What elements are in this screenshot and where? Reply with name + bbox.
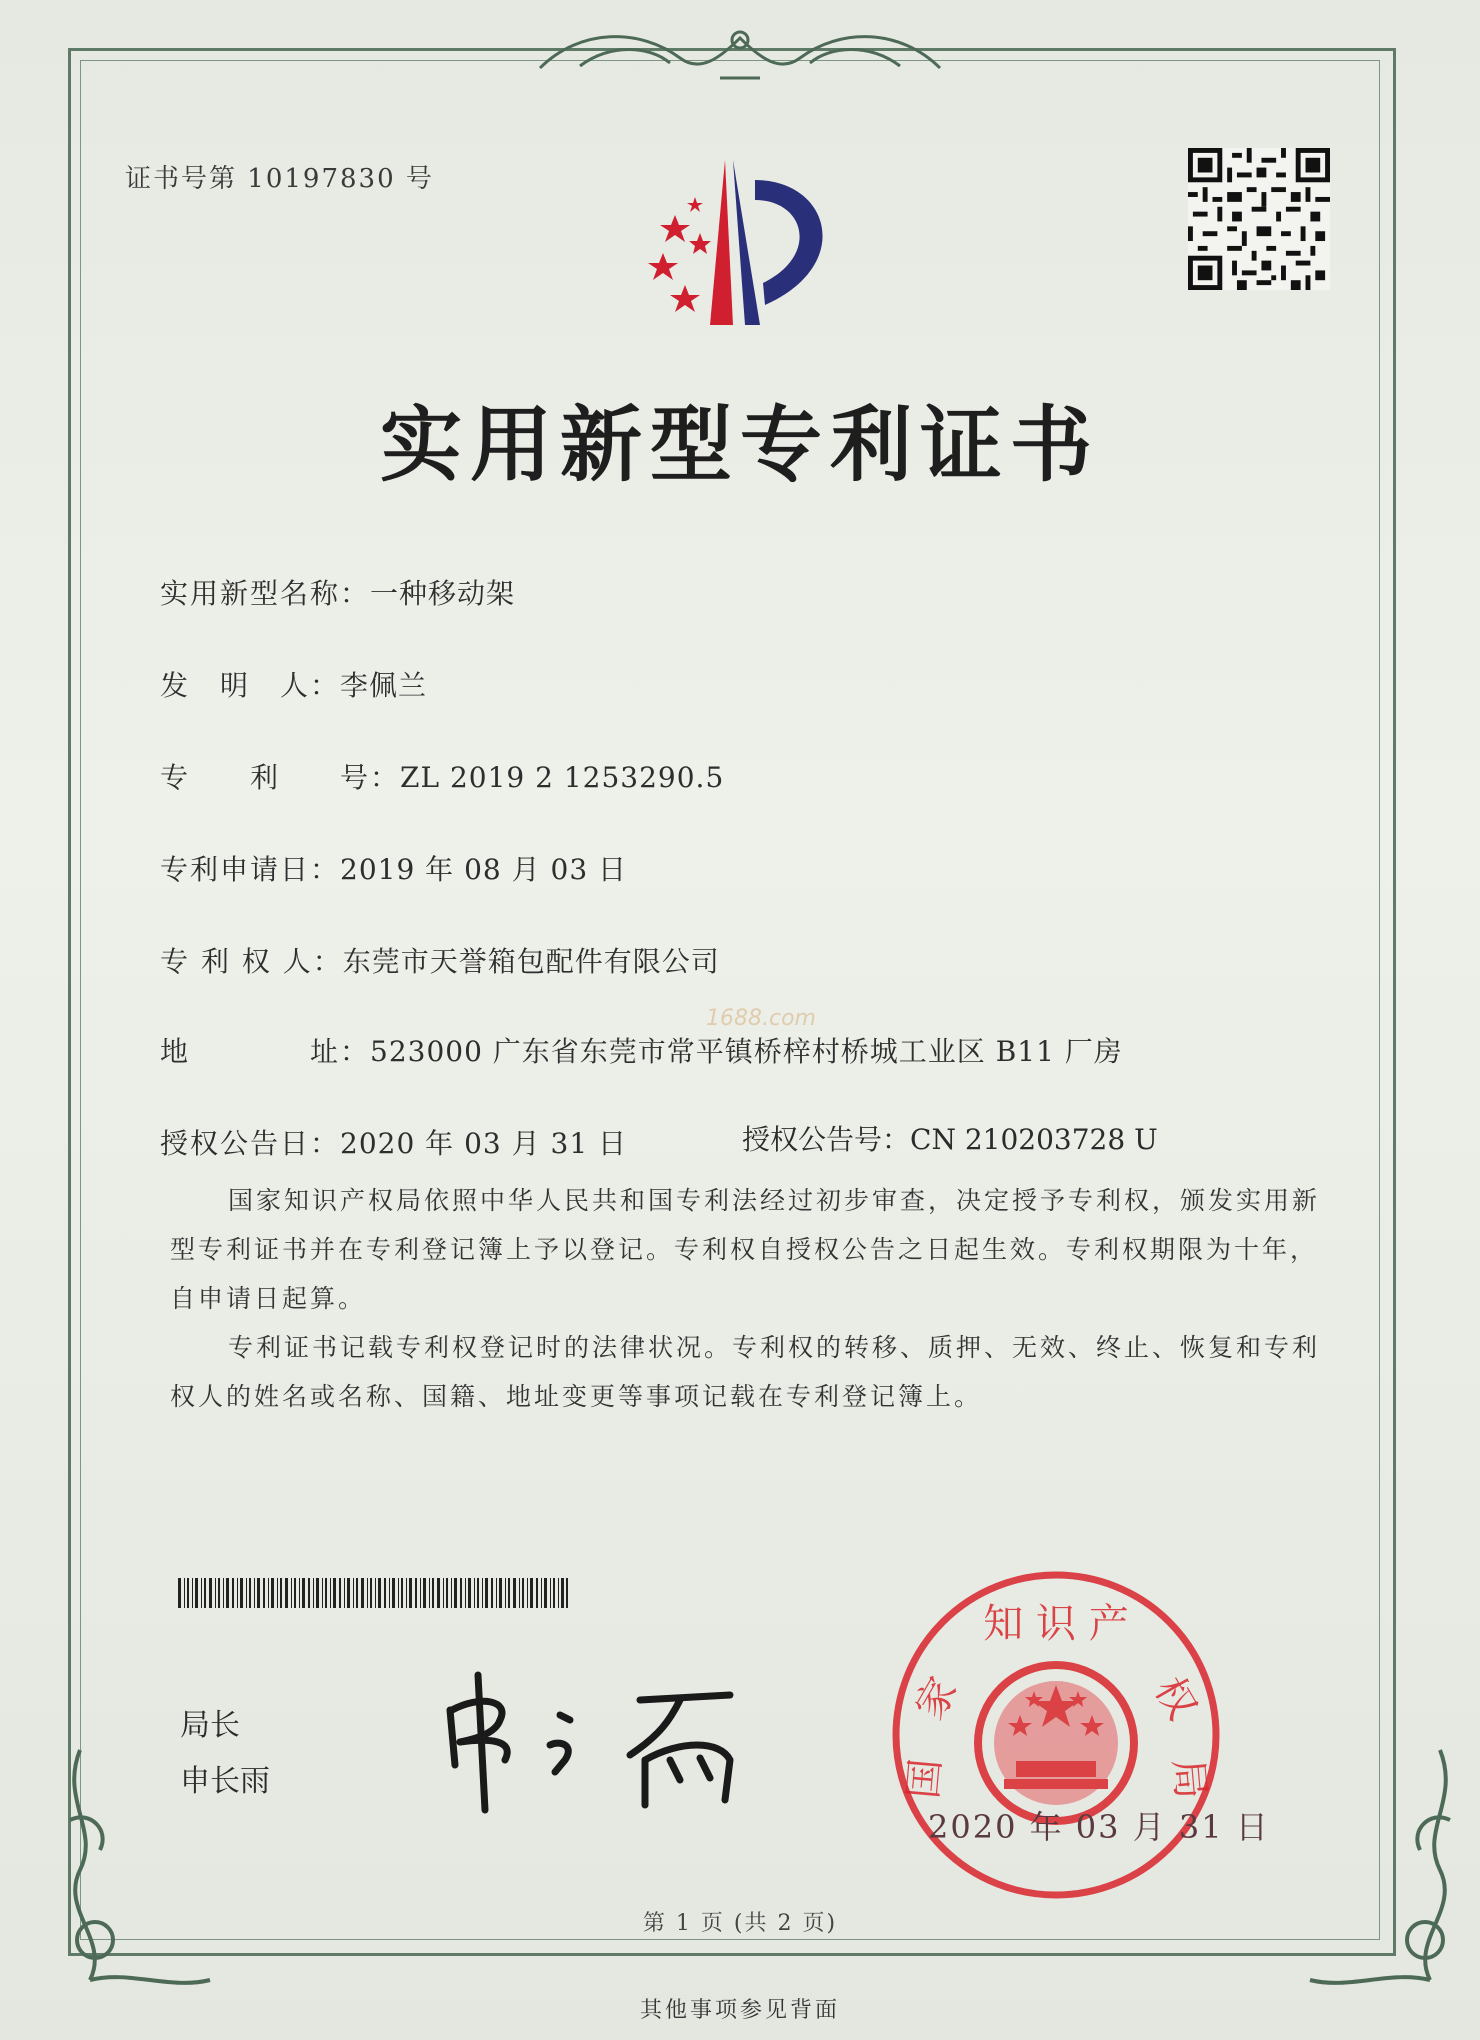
patent-number-row <box>160 756 724 796</box>
inventor-label: 发 明 人： <box>160 669 341 702</box>
top-ornament <box>520 18 960 88</box>
barcode-icon <box>178 1578 568 1608</box>
grant-number-row <box>742 1118 1158 1158</box>
cnipa-logo-icon <box>615 155 855 335</box>
patentee-row <box>160 940 720 980</box>
address-label: 地 址： <box>160 1035 371 1068</box>
certificate-number-suffix: 号 <box>405 164 434 194</box>
bottom-right-ornament <box>1300 1740 1480 2000</box>
utility-model-name-value: 一种移动架 <box>370 577 516 610</box>
statement-paragraph-2: 专利证书记载专利权登记时的法律状况。专利权的转移、质押、无效、终止、恢复和专利权人的姓名或名称、国籍、地址变更等事项记载在专利登记簿上。 <box>170 1333 1321 1411</box>
certificate-statement <box>170 1176 1320 1421</box>
patent-number-value: ZL 2019 2 1253290.5 <box>400 761 725 794</box>
patent-number-label: 专 利 号： <box>160 761 401 794</box>
director-name: 申长雨 <box>180 1764 270 1799</box>
handwritten-signature <box>430 1660 760 1820</box>
official-seal <box>886 1565 1226 1905</box>
director-title: 局长 <box>180 1708 240 1743</box>
svg-text:局: 局 <box>1164 1756 1214 1801</box>
certificate-number <box>125 158 434 195</box>
svg-text:权: 权 <box>1145 1669 1206 1728</box>
grant-date-label: 授权公告日： <box>160 1127 341 1160</box>
application-date-label: 专利申请日： <box>160 853 341 886</box>
certificate-number-value: 10197830 <box>247 164 396 194</box>
address-row <box>160 1030 1123 1070</box>
inventor-value: 李佩兰 <box>340 669 428 702</box>
statement-paragraph-1: 国家知识产权局依照中华人民共和国专利法经过初步审查，决定授予专利权，颁发实用新型专利证书并在专利登记簿上予以登记。专利权自授权公告之日起生效。专利权期限为十年，自申请日起算。 <box>170 1186 1321 1313</box>
grant-number-label: 授权公告号： <box>742 1123 911 1156</box>
application-date-row <box>160 848 627 888</box>
grant-date-value: 2020 年 03 月 31 日 <box>340 1127 628 1160</box>
utility-model-name-label: 实用新型名称： <box>160 577 371 610</box>
certificate-number-label: 证书号第 <box>125 164 238 194</box>
application-date-value: 2019 年 08 月 03 日 <box>340 853 628 886</box>
svg-text:知 识 产: 知 识 产 <box>983 1601 1129 1647</box>
footer-note: 其他事项参见背面 <box>639 1998 840 2023</box>
page-indicator: 第 1 页 (共 2 页) <box>642 1911 838 1936</box>
svg-text:家: 家 <box>906 1669 967 1728</box>
utility-model-name-row <box>160 572 515 612</box>
grant-number-value: CN 210203728 U <box>910 1123 1158 1156</box>
patentee-value: 东莞市天誉箱包配件有限公司 <box>342 945 720 978</box>
patentee-label: 专 利 权 人： <box>160 945 343 978</box>
certificate-title: 实用新型专利证书 <box>379 398 1100 493</box>
address-value: 523000 广东省东莞市常平镇桥梓村桥城工业区 B11 厂房 <box>370 1035 1123 1068</box>
seal-date: 2020 年 03 月 31 日 <box>928 1808 1270 1846</box>
svg-text:国: 国 <box>900 1756 950 1801</box>
qr-code-icon <box>1188 148 1330 290</box>
inventor-row <box>160 664 427 704</box>
watermark-text: 1688.com <box>706 1006 816 1031</box>
grant-date-row <box>160 1122 627 1162</box>
